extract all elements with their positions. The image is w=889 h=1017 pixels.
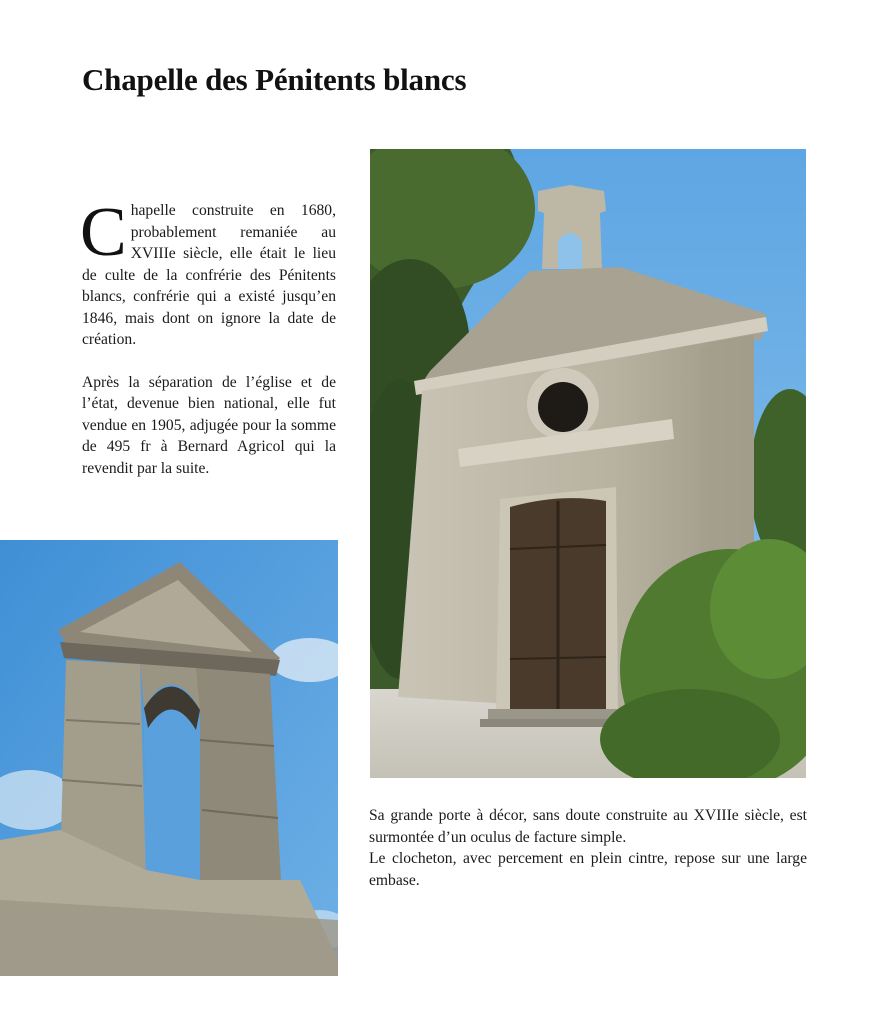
caption-line-2: Le clocheton, avec percement en plein cintre, repose sur une large embase. [369,850,807,889]
photo-caption [369,805,807,891]
intro-paragraph-2: Après la séparation de l’église et de l’état, devenue bien national, elle fut vendue en 1905, adjugée pour la somme de 495 fr à Bernard Agricol qui la revendit par la suite. [82,373,336,477]
intro-paragraph-1-text: hapelle construite en 1680, probablement remaniée au XVIIIe siècle, elle était le lieu de culte de la confrérie des Pénitents blancs, confrérie qui a existé jusqu’en 1846, mais dont on ignore la date de création. [82,202,336,348]
belfry-closeup-photo [0,540,338,976]
intro-paragraph-1 [80,194,336,351]
caption-line-1: Sa grande porte à décor, sans doute construite au XVIIIe siècle, est surmontée d’un oculus de facture simple. [369,807,807,846]
page-title: Chapelle des Pénitents blancs [82,62,467,97]
drop-cap: C [80,194,127,271]
intro-text [80,194,336,500]
chapel-facade-photo [370,149,806,778]
